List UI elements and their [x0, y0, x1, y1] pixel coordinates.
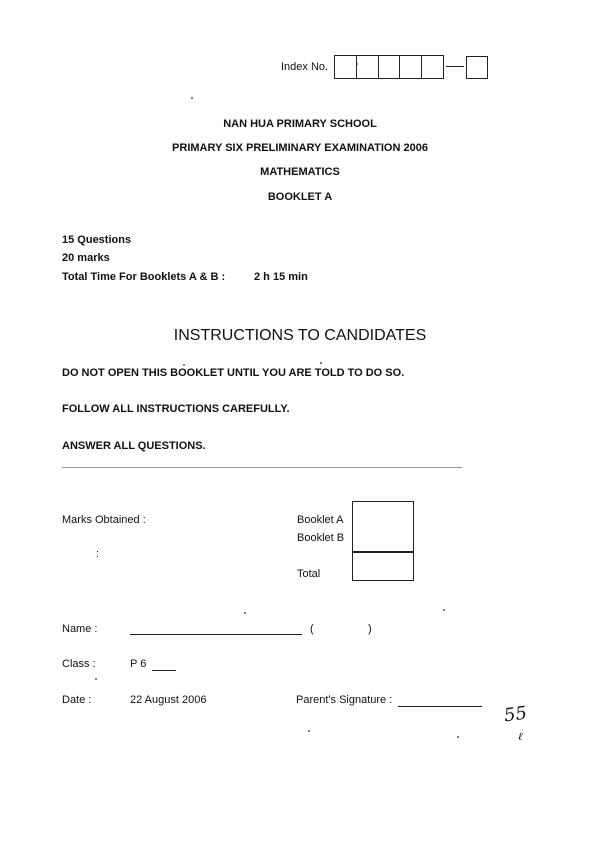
index-digit-box[interactable]	[335, 56, 357, 78]
school-name: NAN HUA PRIMARY SCHOOL	[223, 118, 377, 130]
total-score-box[interactable]	[352, 551, 414, 581]
name-open-paren: (	[310, 623, 314, 635]
parent-signature-label: Parent's Signature :	[296, 694, 393, 706]
marks-colon: :	[96, 548, 100, 560]
class-value: P 6	[130, 658, 147, 670]
booklet-title: BOOKLET A	[267, 191, 333, 203]
name-close-paren: )	[368, 623, 372, 635]
booklet-b-score-box[interactable]	[352, 527, 414, 552]
instruction-item: DO NOT OPEN THIS BOOKLET UNTIL YOU ARE TOLD TO DO SO.	[62, 367, 405, 379]
class-field[interactable]	[152, 670, 176, 671]
class-label: Class :	[62, 658, 96, 670]
marks-obtained-label: Marks Obtained :	[62, 514, 146, 526]
scan-speck	[308, 730, 310, 732]
name-field[interactable]	[130, 634, 302, 635]
index-digit-box[interactable]	[400, 56, 422, 78]
name-label: Name :	[62, 623, 98, 635]
booklet-b-label: Booklet B	[297, 532, 345, 544]
time-value: 2 h 15 min	[254, 271, 308, 283]
total-marks: 20 marks	[62, 252, 110, 264]
scan-speck	[95, 678, 97, 680]
index-digit-boxes[interactable]	[334, 55, 444, 79]
handwritten-score: 55	[502, 702, 529, 727]
exam-title: PRIMARY SIX PRELIMINARY EXAMINATION 2006	[172, 142, 428, 154]
subject-title: MATHEMATICS	[260, 166, 340, 178]
date-label: Date :	[62, 694, 92, 706]
scan-speck	[183, 364, 185, 366]
handwritten-tick: ℓ	[518, 730, 523, 743]
booklet-a-label: Booklet A	[297, 514, 344, 526]
scan-speck	[320, 362, 322, 364]
index-check-box[interactable]	[466, 56, 488, 79]
scan-speck	[191, 97, 193, 99]
index-digit-box[interactable]	[379, 56, 401, 78]
index-label: Index No.	[281, 61, 329, 73]
booklet-a-score-box[interactable]	[352, 501, 414, 529]
scan-speck	[443, 609, 445, 611]
instruction-item: ANSWER ALL QUESTIONS.	[62, 440, 206, 452]
scan-speck	[244, 612, 246, 614]
total-label: Total	[297, 568, 321, 580]
separator-line	[62, 467, 462, 468]
date-value: 22 August 2006	[130, 694, 207, 706]
scan-speck	[356, 63, 358, 65]
time-label: Total Time For Booklets A & B :	[62, 271, 226, 283]
index-digit-box[interactable]	[357, 56, 379, 78]
parent-signature-field[interactable]	[398, 706, 482, 707]
question-count: 15 Questions	[62, 234, 132, 246]
index-digit-box[interactable]	[422, 56, 443, 78]
instructions-title: INSTRUCTIONS TO CANDIDATES	[173, 327, 427, 344]
instruction-item: FOLLOW ALL INSTRUCTIONS CAREFULLY.	[62, 403, 290, 415]
index-dash	[446, 66, 464, 67]
scan-speck	[457, 736, 459, 738]
